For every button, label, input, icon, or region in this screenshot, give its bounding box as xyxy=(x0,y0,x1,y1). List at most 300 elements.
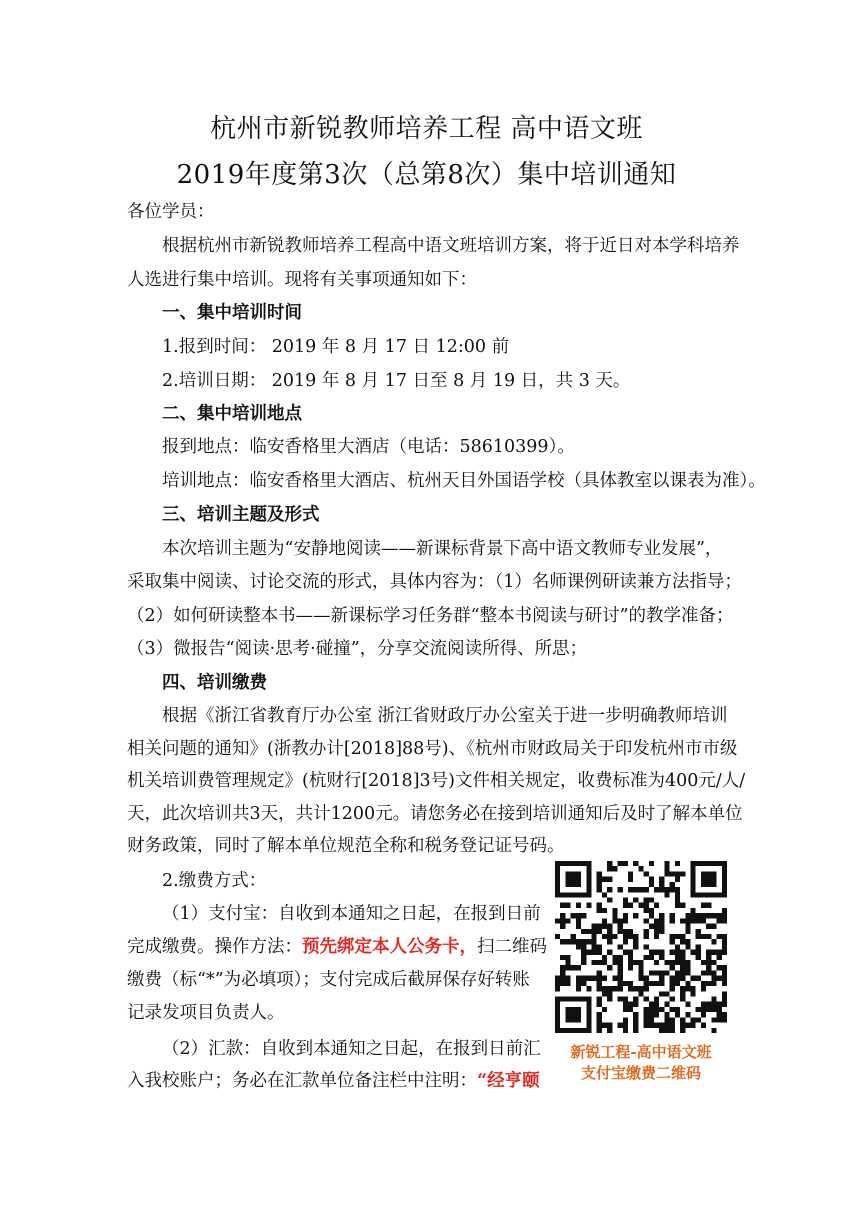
qr-module xyxy=(576,944,581,949)
qr-module xyxy=(555,861,560,897)
qr-module xyxy=(597,908,602,913)
qr-module xyxy=(675,897,680,902)
qr-module xyxy=(597,981,602,986)
qr-module xyxy=(633,944,638,949)
qr-module xyxy=(586,861,591,897)
qr-module xyxy=(560,939,565,944)
qr-module xyxy=(685,944,690,949)
qr-module xyxy=(618,965,623,970)
qr-module xyxy=(628,929,633,934)
qr-module xyxy=(722,944,727,949)
qr-module xyxy=(680,1023,685,1028)
qr-module xyxy=(696,950,701,955)
qr-module xyxy=(670,934,675,939)
qr-module xyxy=(618,1023,623,1028)
remit-line-1: （2）汇款：自收到本通知之日起，在报到日前汇 xyxy=(162,1039,541,1059)
qr-module xyxy=(649,950,654,955)
qr-module xyxy=(628,871,633,876)
remit-line-2-text: 入我校账户；务必在汇款单位备注栏中注明： xyxy=(127,1071,477,1091)
qr-module xyxy=(670,918,675,923)
qr-module xyxy=(612,918,617,923)
qr-module xyxy=(555,934,560,939)
qr-module xyxy=(649,970,654,975)
qr-module xyxy=(664,1028,669,1033)
qr-module xyxy=(711,1007,716,1012)
qr-module xyxy=(670,871,675,876)
qr-module xyxy=(675,955,680,960)
qr-module xyxy=(607,939,612,944)
qr-module xyxy=(560,970,565,975)
qr-module xyxy=(565,981,570,986)
qr-module xyxy=(597,976,602,981)
qr-module xyxy=(691,1023,696,1028)
qr-module xyxy=(597,877,602,882)
qr-module xyxy=(717,976,722,981)
qr-module xyxy=(565,918,570,923)
qr-module xyxy=(607,924,612,929)
qr-module xyxy=(696,1007,701,1012)
qr-module xyxy=(644,1007,649,1012)
qr-module xyxy=(618,918,623,923)
qr-module xyxy=(685,929,690,934)
qr-module xyxy=(659,882,664,887)
fee-line-1: 根据《浙江省教育厅办公室 浙江省财政厅办公室关于进一步明确教师培训 xyxy=(162,706,728,726)
payment-method-heading: 2.缴费方式： xyxy=(162,871,267,891)
qr-module xyxy=(654,924,659,929)
qr-module xyxy=(623,939,628,944)
qr-module xyxy=(722,934,727,939)
qr-module xyxy=(602,960,607,965)
qr-module xyxy=(706,970,711,975)
qr-module xyxy=(696,976,701,981)
qr-module xyxy=(696,1017,701,1022)
qr-module xyxy=(722,918,727,923)
qr-module xyxy=(711,924,716,929)
qr-module xyxy=(638,866,643,871)
qr-module xyxy=(638,960,643,965)
qr-module xyxy=(644,1017,649,1022)
qr-module xyxy=(565,955,570,960)
qr-module xyxy=(691,1017,696,1022)
qr-module xyxy=(623,1007,628,1012)
qr-module xyxy=(675,892,680,897)
qr-module xyxy=(602,1023,607,1028)
qr-module xyxy=(701,903,706,908)
qr-module xyxy=(685,970,690,975)
qr-module xyxy=(670,913,675,918)
qr-module xyxy=(680,965,685,970)
qr-module xyxy=(722,991,727,996)
qr-module xyxy=(670,887,675,892)
qr-module xyxy=(649,1002,654,1007)
qr-module xyxy=(685,986,690,991)
qr-module xyxy=(675,944,680,949)
qr-module xyxy=(597,944,602,949)
qr-module xyxy=(597,960,602,965)
qr-module xyxy=(623,981,628,986)
qr-module xyxy=(644,908,649,913)
qr-module xyxy=(612,866,617,871)
qr-module xyxy=(644,997,649,1002)
qr-module xyxy=(618,981,623,986)
qr-module xyxy=(591,934,596,939)
section-2-heading: 二、集中培训地点 xyxy=(162,404,302,424)
training-place: 培训地点：临安香格里大酒店、杭州天目外国语学校（具体教室以课表为准）。 xyxy=(162,471,766,491)
qr-module xyxy=(717,965,722,970)
qr-module xyxy=(581,976,586,981)
qr-module xyxy=(638,887,643,892)
qr-module xyxy=(638,970,643,975)
qr-module xyxy=(555,981,560,986)
qr-module xyxy=(685,1012,690,1017)
qr-module xyxy=(706,924,711,929)
qr-module xyxy=(670,965,675,970)
qr-module xyxy=(685,1023,690,1028)
qr-module xyxy=(675,976,680,981)
theme-line-2: 采取集中阅读、讨论交流的形式，具体内容为：（1）名师课例研读兼方法指导； xyxy=(127,572,742,592)
qr-module xyxy=(597,924,602,929)
qr-module xyxy=(555,918,560,923)
qr-module xyxy=(623,918,628,923)
alipay-qr-code[interactable] xyxy=(555,861,727,1033)
qr-module xyxy=(659,887,664,892)
qr-module xyxy=(607,877,612,882)
qr-module xyxy=(618,924,623,929)
qr-module xyxy=(649,1012,654,1017)
qr-module xyxy=(659,877,664,882)
intro-line-2: 人选进行集中培训。现将有关事项通知如下： xyxy=(127,270,477,290)
qr-module xyxy=(654,1002,659,1007)
qr-module xyxy=(701,1012,706,1017)
qr-module xyxy=(680,997,685,1002)
qr-module xyxy=(691,908,696,913)
qr-module xyxy=(670,981,675,986)
qr-module xyxy=(680,950,685,955)
qr-module xyxy=(717,955,722,960)
qr-module xyxy=(675,903,680,908)
qr-module xyxy=(701,913,706,918)
qr-module xyxy=(644,934,649,939)
qr-module xyxy=(586,950,591,955)
fee-line-3: 机关培训费管理规定》(杭财行[2018]3号)文件相关规定，收费标准为400元/人/ xyxy=(127,771,746,791)
qr-module xyxy=(602,918,607,923)
qr-module xyxy=(602,955,607,960)
qr-module xyxy=(664,887,669,892)
qr-module xyxy=(638,976,643,981)
qr-module xyxy=(607,991,612,996)
qr-module xyxy=(597,1002,602,1007)
qr-module xyxy=(680,1017,685,1022)
qr-module xyxy=(722,950,727,955)
qr-module xyxy=(560,913,565,918)
qr-module xyxy=(623,861,628,866)
qr-module xyxy=(560,924,565,929)
qr-module xyxy=(560,976,565,981)
qr-module xyxy=(659,991,664,996)
qr-module xyxy=(711,970,716,975)
qr-module xyxy=(597,1028,602,1033)
qr-module xyxy=(711,939,716,944)
qr-module xyxy=(571,965,576,970)
qr-module xyxy=(618,944,623,949)
qr-module xyxy=(649,955,654,960)
qr-module xyxy=(649,882,654,887)
qr-module xyxy=(628,960,633,965)
qr-module xyxy=(628,887,633,892)
qr-module xyxy=(602,986,607,991)
qr-module xyxy=(586,976,591,981)
qr-module xyxy=(628,986,633,991)
qr-module xyxy=(576,965,581,970)
qr-module xyxy=(565,976,570,981)
qr-module xyxy=(706,913,711,918)
qr-module xyxy=(685,913,690,918)
qr-module xyxy=(607,866,612,871)
qr-module xyxy=(706,934,711,939)
qr-module xyxy=(722,1012,727,1017)
qr-module xyxy=(649,908,654,913)
qr-module xyxy=(706,960,711,965)
qr-module xyxy=(711,976,716,981)
qr-module xyxy=(649,1023,654,1028)
qr-module xyxy=(659,1007,664,1012)
qr-module xyxy=(581,955,586,960)
qr-module xyxy=(591,924,596,929)
qr-module xyxy=(711,960,716,965)
qr-module xyxy=(618,929,623,934)
qr-module xyxy=(649,913,654,918)
qr-module xyxy=(654,1007,659,1012)
qr-module xyxy=(664,991,669,996)
qr-module xyxy=(571,939,576,944)
qr-module xyxy=(654,997,659,1002)
qr-module xyxy=(644,903,649,908)
qr-module xyxy=(675,1012,680,1017)
qr-module xyxy=(597,970,602,975)
fee-line-2: 相关问题的通知》(浙教办计[2018]88号)、《杭州市财政局关于印发杭州市市级 xyxy=(127,739,738,759)
qr-module xyxy=(722,908,727,913)
qr-module xyxy=(654,929,659,934)
qr-module xyxy=(607,861,612,866)
qr-module xyxy=(565,939,570,944)
qr-module xyxy=(701,871,717,887)
qr-module xyxy=(602,892,607,897)
qr-module xyxy=(576,986,581,991)
qr-module xyxy=(618,887,623,892)
qr-module xyxy=(680,970,685,975)
qr-module xyxy=(597,986,602,991)
qr-module xyxy=(618,986,623,991)
qr-module xyxy=(602,991,607,996)
qr-module xyxy=(586,986,591,991)
qr-module xyxy=(664,970,669,975)
qr-module xyxy=(696,944,701,949)
salutation: 各位学员： xyxy=(127,202,215,222)
qr-module xyxy=(711,981,716,986)
qr-module xyxy=(654,903,659,908)
qr-module xyxy=(565,1007,581,1023)
qr-module xyxy=(717,1012,722,1017)
alipay-line-2 xyxy=(127,939,547,957)
qr-module xyxy=(722,976,727,981)
qr-module xyxy=(633,1012,638,1017)
qr-module xyxy=(644,986,649,991)
qr-module xyxy=(602,976,607,981)
qr-module xyxy=(664,1012,669,1017)
qr-module xyxy=(711,950,716,955)
qr-module xyxy=(597,929,602,934)
qr-module xyxy=(628,965,633,970)
qr-module xyxy=(597,1012,602,1017)
qr-module xyxy=(555,997,591,1002)
qr-module xyxy=(623,913,628,918)
qr-module xyxy=(691,950,696,955)
qr-module xyxy=(717,913,722,918)
qr-module xyxy=(555,976,560,981)
qr-module xyxy=(706,950,711,955)
qr-module xyxy=(711,1017,716,1022)
qr-module xyxy=(680,871,685,876)
section-4-heading: 四、培训缴费 xyxy=(162,673,267,693)
qr-module xyxy=(649,924,654,929)
qr-module xyxy=(680,976,685,981)
qr-module xyxy=(659,970,664,975)
qr-module xyxy=(607,887,612,892)
qr-module xyxy=(675,877,680,882)
qr-module xyxy=(696,918,701,923)
qr-module xyxy=(691,913,696,918)
report-time: 1.报到时间： 2019 年 8 月 17 日 12:00 前 xyxy=(162,337,510,357)
qr-module xyxy=(597,887,602,892)
qr-module xyxy=(722,981,727,986)
qr-module xyxy=(597,871,602,876)
qr-module xyxy=(581,981,586,986)
qr-module xyxy=(649,877,654,882)
qr-module xyxy=(618,970,623,975)
qr-module xyxy=(706,1002,711,1007)
qr-module xyxy=(644,981,649,986)
qr-module xyxy=(717,934,722,939)
qr-module xyxy=(633,887,638,892)
qr-module xyxy=(654,887,659,892)
qr-module xyxy=(696,934,701,939)
qr-module xyxy=(670,1023,675,1028)
qr-module xyxy=(586,939,591,944)
qr-module xyxy=(717,918,722,923)
qr-module xyxy=(602,1007,607,1012)
alipay-line-2-tail: 扫二维码 xyxy=(477,937,547,957)
qr-module xyxy=(581,944,586,949)
qr-module xyxy=(644,944,649,949)
qr-module xyxy=(560,955,565,960)
qr-module xyxy=(670,1007,675,1012)
qr-module xyxy=(654,918,659,923)
qr-module xyxy=(680,986,685,991)
qr-module xyxy=(644,1023,649,1028)
qr-module xyxy=(576,981,581,986)
qr-module xyxy=(675,871,680,876)
qr-module xyxy=(644,897,649,902)
qr-module xyxy=(607,986,612,991)
qr-module xyxy=(555,892,591,897)
qr-module xyxy=(628,1007,633,1012)
qr-module xyxy=(659,950,664,955)
qr-module xyxy=(670,960,675,965)
fee-line-4: 天，此次培训共3天，共计1200元。请您务必在接到培训通知后及时了解本单位 xyxy=(127,804,743,824)
fee-line-5: 财务政策，同时了解本单位规范全称和税务登记证号码。 xyxy=(127,836,565,856)
qr-module xyxy=(612,986,617,991)
qr-module xyxy=(576,918,581,923)
qr-module xyxy=(607,934,612,939)
theme-line-3: （2）如何研读整本书——新课标学习任务群“整本书阅读与研讨”的教学准备； xyxy=(127,606,734,626)
qr-module xyxy=(675,970,680,975)
qr-module xyxy=(664,871,669,876)
qr-module xyxy=(638,965,643,970)
alipay-line-4: 记录发项目负责人。 xyxy=(127,1003,285,1023)
qr-module xyxy=(623,950,628,955)
qr-module xyxy=(644,1012,649,1017)
qr-caption-2: 支付宝缴费二维码 xyxy=(580,1064,701,1082)
qr-module xyxy=(576,976,581,981)
qr-module xyxy=(701,1023,706,1028)
qr-module xyxy=(628,950,633,955)
qr-module xyxy=(691,991,696,996)
qr-module xyxy=(644,871,649,876)
alipay-emphasis: 预先绑定本人公务卡， xyxy=(302,937,477,957)
qr-module xyxy=(659,1023,664,1028)
qr-module xyxy=(623,897,628,902)
qr-module xyxy=(602,934,607,939)
qr-module xyxy=(711,913,716,918)
qr-code-image xyxy=(555,861,727,1033)
qr-module xyxy=(659,955,664,960)
qr-module xyxy=(581,913,586,918)
qr-module xyxy=(659,976,664,981)
qr-module xyxy=(581,929,586,934)
qr-module xyxy=(623,903,628,908)
qr-module xyxy=(565,871,581,887)
qr-module xyxy=(670,997,675,1002)
qr-module xyxy=(717,950,722,955)
qr-module xyxy=(591,950,596,955)
qr-module xyxy=(680,1028,685,1033)
qr-module xyxy=(649,1007,654,1012)
qr-module xyxy=(571,934,576,939)
qr-module xyxy=(618,997,623,1002)
qr-module xyxy=(670,882,675,887)
title-line-2: 2019年度第3次（总第8次）集中培训通知 xyxy=(176,160,677,190)
section-1-heading: 一、集中培训时间 xyxy=(162,303,302,323)
qr-module xyxy=(576,913,581,918)
qr-module xyxy=(633,1002,638,1007)
qr-module xyxy=(659,918,664,923)
qr-module xyxy=(555,997,560,1033)
qr-module xyxy=(664,866,669,871)
qr-module xyxy=(701,934,706,939)
qr-module xyxy=(612,934,617,939)
qr-module xyxy=(633,1023,638,1028)
qr-module xyxy=(623,929,628,934)
theme-line-4: （3）微报告“阅读·思考·碰撞”，分享交流阅读所得、所思； xyxy=(127,639,588,659)
qr-module xyxy=(602,908,607,913)
intro-line-1: 根据杭州市新锐教师培养工程高中语文班培训方案，将于近日对本学科培养 xyxy=(162,236,740,256)
qr-module xyxy=(696,929,701,934)
qr-module xyxy=(628,981,633,986)
qr-module xyxy=(722,1017,727,1022)
qr-module xyxy=(722,970,727,975)
qr-module xyxy=(576,924,581,929)
qr-module xyxy=(612,955,617,960)
